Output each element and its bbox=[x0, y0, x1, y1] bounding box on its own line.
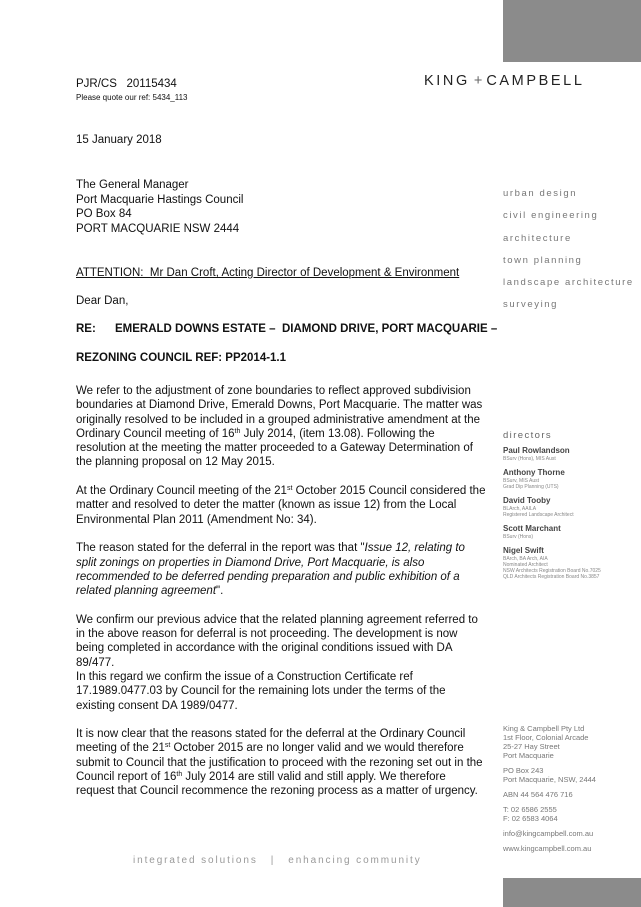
company-name: King & Campbell Pty Ltd bbox=[503, 724, 585, 733]
reference-quote: Please quote our ref: 5434_113 bbox=[76, 93, 188, 102]
tagline-left: integrated solutions bbox=[133, 855, 258, 866]
footer-tagline bbox=[133, 855, 422, 866]
subject-line-1: RE: EMERALD DOWNS ESTATE – DIAMOND DRIVE, PORT MACQUARIE – bbox=[76, 323, 498, 335]
service-item: architecture bbox=[503, 232, 572, 244]
salutation: Dear Dan, bbox=[76, 295, 129, 307]
street-address-line: 25-27 Hay Street bbox=[503, 742, 560, 751]
director-entry bbox=[503, 446, 641, 462]
street-address-line: Port Macquarie bbox=[503, 751, 554, 760]
director-name: Anthony Thorne bbox=[503, 468, 565, 477]
director-qualification: Nominated Architect bbox=[503, 562, 548, 568]
director-name: Paul Rowlandson bbox=[503, 446, 570, 455]
director-qualification: BLArch, AAILA bbox=[503, 506, 537, 512]
recipient-line: Port Macquarie Hastings Council bbox=[76, 193, 244, 206]
logo-right: CAMPBELL bbox=[486, 73, 585, 89]
postal-address-line: Port Macquarie, NSW, 2444 bbox=[503, 775, 596, 784]
director-entry bbox=[503, 524, 641, 540]
service-item: urban design bbox=[503, 188, 578, 199]
recipient-address bbox=[76, 178, 243, 236]
logo-left: KING bbox=[424, 73, 470, 89]
bottom-grey-block bbox=[503, 878, 641, 907]
director-entry bbox=[503, 496, 641, 518]
director-qualification: Grad Dip Planning (UTS) bbox=[503, 484, 559, 490]
recipient-line: The General Manager bbox=[76, 179, 189, 191]
paragraph: We confirm our previous advice that the related planning agreement referred to in the above reason for deferral is not proceeding. The development is now being completed in accordance with the original conditions issued with DA 89/477. bbox=[76, 613, 478, 669]
director-name: Scott Marchant bbox=[503, 524, 561, 533]
service-item: surveying bbox=[503, 299, 559, 311]
postal-address-line: PO Box 243 bbox=[503, 766, 544, 775]
logo-plus: + bbox=[473, 73, 483, 89]
subject-line-2: REZONING COUNCIL REF: PP2014-1.1 bbox=[76, 352, 287, 364]
service-item: town planning bbox=[503, 254, 583, 266]
tagline-separator: | bbox=[270, 855, 276, 866]
paragraph: It is now clear that the reasons stated for the deferral at the Ordinary Council meeting of the 21st October 2015 are no longer valid and we would therefore submit to Council that the justification to proceed with the rezoning set out in the Council report of 16th July 2014 are still valid and still apply. We therefore request that Council recommence the rezoning process as a matter of urgency. bbox=[76, 728, 483, 798]
street-address-line: 1st Floor, Colonial Arcade bbox=[503, 733, 589, 742]
top-grey-block bbox=[503, 0, 641, 62]
director-qualification: BArch, BA Arch, AIA bbox=[503, 556, 548, 562]
director-qualification: Registered Landscape Architect bbox=[503, 512, 574, 518]
tagline-right: enhancing community bbox=[288, 855, 422, 866]
paragraph: At the Ordinary Council meeting of the 21st October 2015 Council considered the matter and resolved to deter the matter (known as issue 12) from the Local Environmental Plan 2011 (Amendment No: 34). bbox=[76, 485, 486, 526]
director-entry bbox=[503, 468, 641, 490]
company-logo bbox=[424, 73, 585, 89]
paragraph: We refer to the adjustment of zone boundaries to reflect approved subdivision boundaries at Diamond Drive, Emerald Downs, Port Macquarie. The matter was originally resolved to be included in a grouped administrative amendment at the Ordinary Council meeting of 16th July 2014, (item 13.08). Following the resolution at the meeting the matter proceeded to a Gateway Determination of the planning proposal on 12 May 2015. bbox=[76, 385, 483, 469]
paragraph: The reason stated for the deferral in the report was that "Issue 12, relating to split zonings on properties in Diamond Drive, Port Macquarie, is also recommended to be deferred pending preparation and public exhibition of a related planning agreement". bbox=[76, 542, 465, 598]
company-abn: ABN 44 564 476 716 bbox=[503, 790, 573, 799]
company-website[interactable]: www.kingcampbell.com.au bbox=[503, 844, 592, 853]
company-phone: T: 02 6586 2555 bbox=[503, 805, 557, 814]
director-entry bbox=[503, 546, 641, 580]
director-qualification: BSurv (Hons), MIS Aust bbox=[503, 456, 556, 462]
recipient-line: PORT MACQUARIE NSW 2444 bbox=[76, 222, 240, 235]
attention-line: ATTENTION: Mr Dan Croft, Acting Director of Development & Environment bbox=[76, 267, 460, 279]
director-qualification: BSurv, MIS Aust bbox=[503, 478, 540, 484]
paragraph: In this regard we confirm the issue of a Construction Certificate ref 17.1989.0477.03 by Council for the remaining lots under the terms of the existing consent DA 1989/0477. bbox=[76, 670, 446, 712]
directors-heading: directors bbox=[503, 430, 553, 441]
letter-body bbox=[76, 384, 486, 813]
director-qualification: BSurv (Hons) bbox=[503, 534, 534, 540]
company-fax: F: 02 6583 4064 bbox=[503, 814, 558, 823]
services-list bbox=[503, 183, 634, 317]
director-qualification: QLD Architects Registration Board No.3857 bbox=[503, 574, 600, 580]
reference-number: PJR/CS 20115434 bbox=[76, 78, 177, 90]
letter-date: 15 January 2018 bbox=[76, 134, 162, 146]
company-details bbox=[503, 724, 641, 853]
company-email[interactable]: info@kingcampbell.com.au bbox=[503, 829, 594, 838]
directors-list bbox=[503, 446, 641, 586]
director-name: David Tooby bbox=[503, 496, 551, 505]
recipient-line: PO Box 84 bbox=[76, 208, 132, 220]
service-item: landscape architecture bbox=[503, 277, 634, 289]
service-item: civil engineering bbox=[503, 210, 599, 222]
director-name: Nigel Swift bbox=[503, 546, 544, 555]
director-qualification: NSW Architects Registration Board No.7025 bbox=[503, 568, 601, 574]
